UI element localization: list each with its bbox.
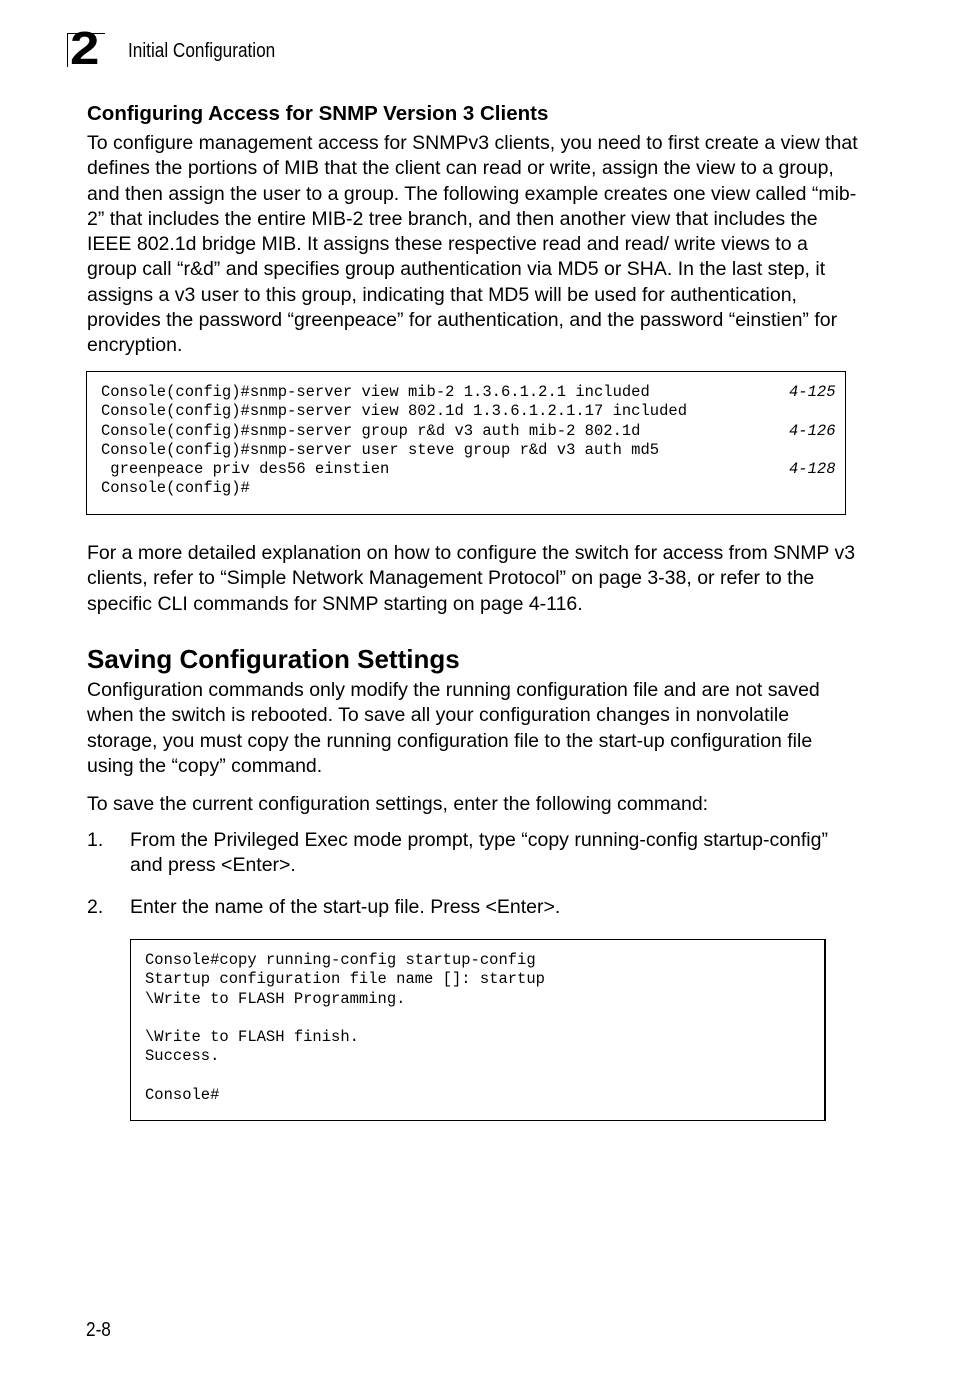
code-line: Console#copy running-config startup-config xyxy=(145,951,536,969)
chapter-number: 2 xyxy=(70,22,99,74)
code-line: Console(config)#snmp-server group r&d v3 auth mib-2 802.1d 4-126 xyxy=(101,421,836,440)
page-reference: 4-128 xyxy=(789,460,836,479)
code-line: Console(config)#snmp-server view mib-2 1.3.6.1.2.1 included 4-125 xyxy=(101,383,836,401)
list-text: Enter the name of the start-up file. Press <Enter>. xyxy=(130,896,561,918)
code-line: Console# xyxy=(145,1086,220,1105)
code-line: greenpeace priv des56 einstien 4-128 xyxy=(101,460,836,479)
section-title: Saving Configuration Settings xyxy=(87,644,460,674)
list-number: 2. xyxy=(87,896,104,918)
code-line: Console(config)#snmp-server user steve group r&d v3 auth md5 xyxy=(101,440,660,459)
snmp-intro-paragraph: To configure management access for SNMPv3 clients, you need to first create a view that defines the portions of MIB that the client can read or write, assign the view to a group, and then assign the user to a group. The following example creates one view called “mib-2” that includes the entire MIB-2 tree branch, and then another view that includes the IEEE 802.1d bridge MIB. It assigns these respective read and read/ write views to a group call “r&d” and specifies group authentication via MD5 or SHA. In the last step, it assigns a v3 user to this group, indicating that MD5 will be used for authentication, provides the password “greenpeace” for authentication, and the password “einstien” for encryption. xyxy=(87,132,858,357)
code-line: \Write to FLASH Programming. xyxy=(145,989,406,1008)
code-line: Startup configuration file name []: startup xyxy=(145,970,545,989)
page-number: 2-8 xyxy=(86,1319,111,1341)
saving-intro-paragraph: Configuration commands only modify the running configuration file and are not saved when the switch is rebooted. To save all your configuration changes in nonvolatile storage, you must copy the running configuration file to the start-up configuration file using the “copy” command. xyxy=(87,679,820,777)
code-line: Console(config)#snmp-server view 802.1d 1.3.6.1.2.1.17 included xyxy=(101,402,687,421)
code-line: Console(config)# xyxy=(101,479,250,498)
list-number: 1. xyxy=(87,829,104,851)
snmp-code-block xyxy=(86,371,846,515)
subsection-title: Configuring Access for SNMP Version 3 Clients xyxy=(87,102,549,125)
page-reference: 4-126 xyxy=(789,421,836,440)
code-line: \Write to FLASH finish. xyxy=(145,1028,359,1047)
code-line: Success. xyxy=(145,1047,220,1066)
code-line xyxy=(145,1067,824,1086)
snmp-followup-paragraph: For a more detailed explanation on how to configure the switch for access from SNMP v3 clients, refer to “Simple Network Management Protocol” on page 3-38, or refer to the specific CLI commands for SNMP starting on page 4-116. xyxy=(87,542,856,615)
running-header: Initial Configuration xyxy=(128,40,276,62)
list-text: From the Privileged Exec mode prompt, type “copy running-config startup-config” and press <Enter>. xyxy=(130,829,828,877)
save-code-block xyxy=(130,939,826,1121)
page-reference: 4-125 xyxy=(789,383,836,401)
code-line xyxy=(145,1009,824,1028)
saving-instruction-paragraph: To save the current configuration settings, enter the following command: xyxy=(87,793,709,815)
